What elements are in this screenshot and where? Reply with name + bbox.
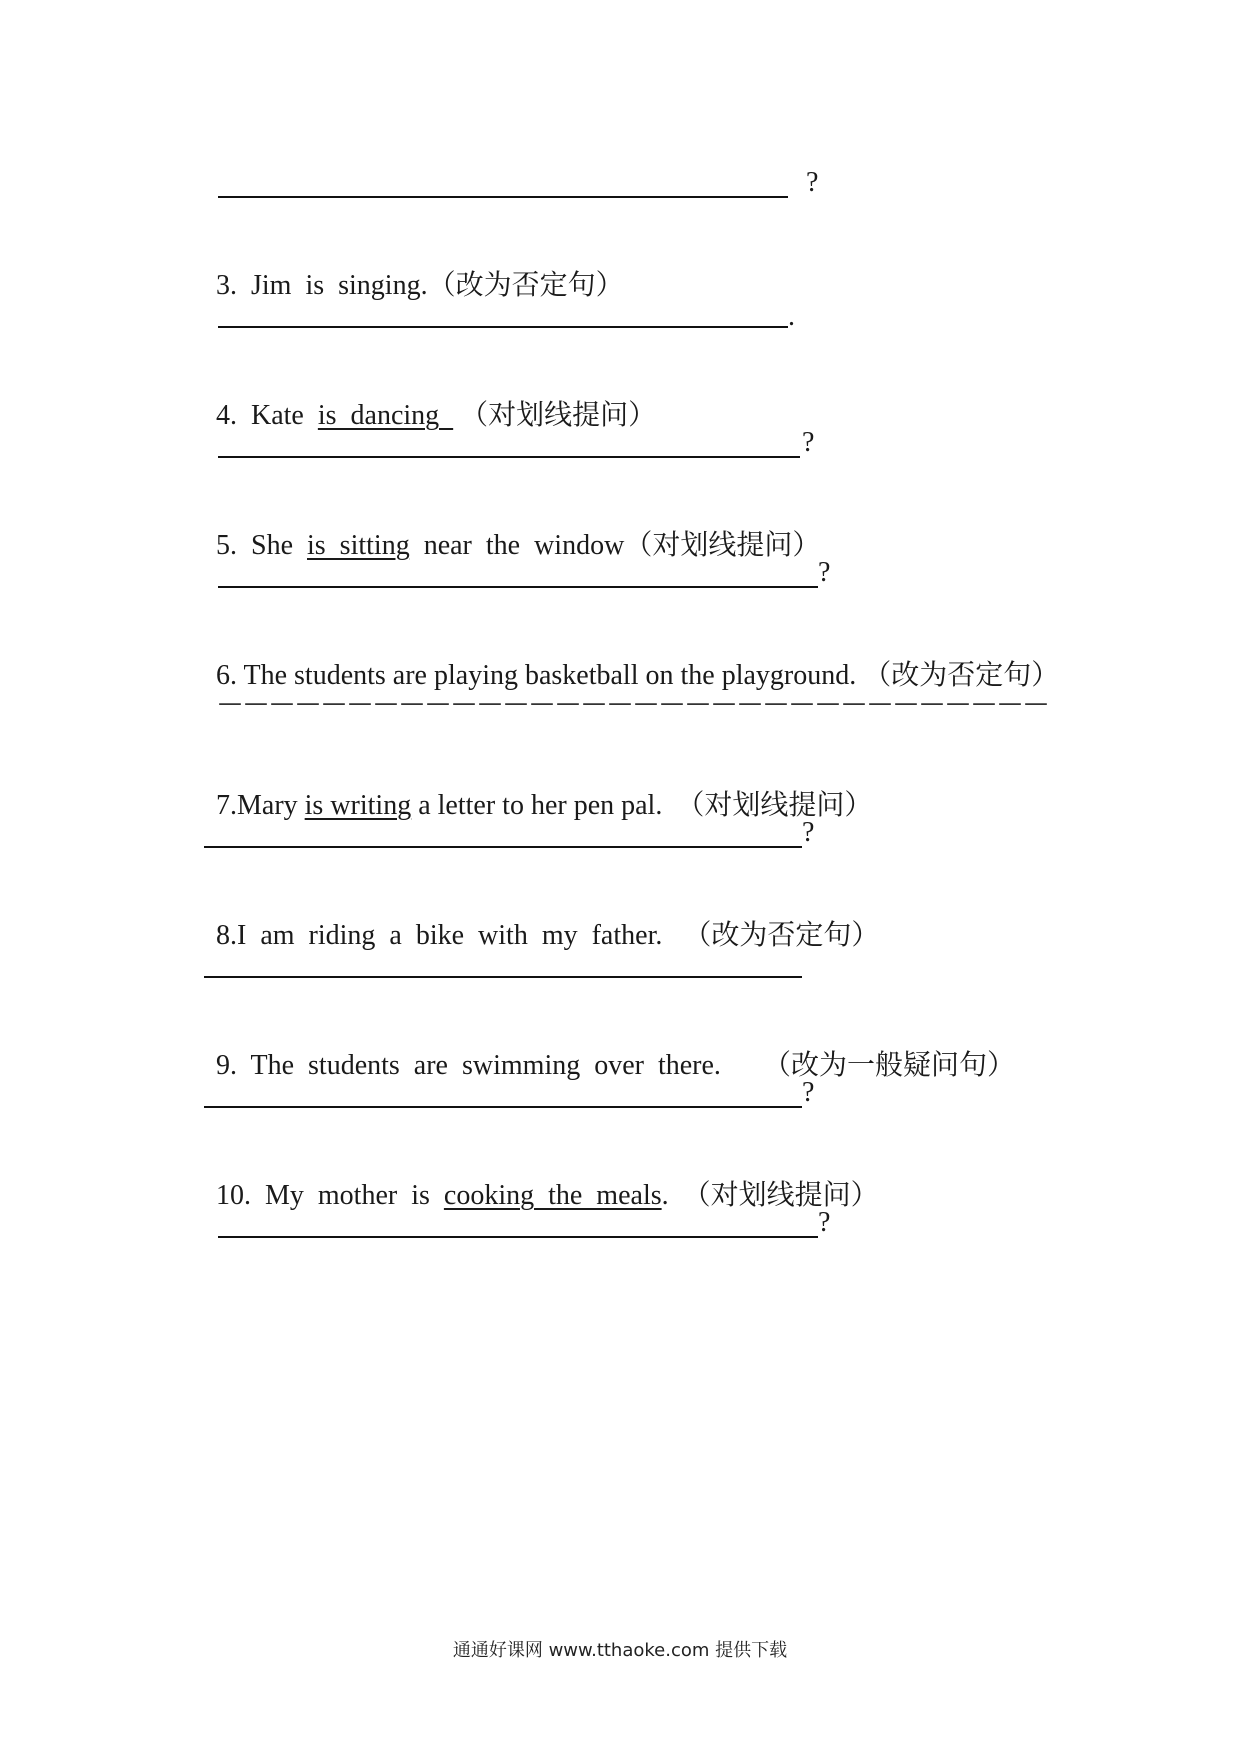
answer-line-9[interactable]: [204, 1106, 802, 1108]
question-8-instruction: （改为否定句）: [662, 920, 880, 951]
question-6-instruction: （改为否定句）: [856, 660, 1060, 691]
answer-line-3[interactable]: [218, 326, 788, 328]
answer-line-7-end: ?: [802, 817, 815, 848]
question-6-text: 6. The students are playing basketball on the playground.: [216, 660, 857, 691]
question-5: [188, 492, 820, 600]
question-4-text: 4. Kate: [216, 400, 318, 431]
answer-line-5-end: ?: [818, 557, 831, 588]
question-8: [188, 882, 879, 990]
question-9-instruction: （改为一般疑问句）: [720, 1050, 1015, 1081]
question-7-instruction: （对划线提问）: [662, 790, 873, 821]
question-10-underlined: cooking the meals: [443, 1180, 662, 1211]
question-5-text: 5. She: [216, 530, 307, 561]
question-10: [188, 1142, 879, 1250]
answer-line-4-end: ?: [802, 427, 815, 458]
answer-line-9-end: ?: [802, 1077, 815, 1108]
question-9-text: 9. The students are swimming over there.: [216, 1050, 721, 1081]
question-10-instruction: （对划线提问）: [668, 1180, 879, 1211]
question-3-instruction: （改为否定句）: [427, 270, 624, 301]
question-5-underlined: is sitting: [307, 530, 410, 561]
question-7: [188, 752, 872, 860]
question-7-text: 7.Mary: [216, 790, 305, 821]
footer-credit: 通通好课网 www.tthaoke.com 提供下载: [452, 1640, 788, 1661]
question-3-text: 3. Jim is singing.: [216, 270, 428, 301]
answer-line-8[interactable]: [204, 976, 802, 978]
answer-line-4[interactable]: [218, 456, 800, 458]
question-5-instruction: （对划线提问）: [624, 530, 821, 561]
question-3: [188, 232, 624, 340]
question-4: [188, 362, 656, 470]
answer-line-top-end: ?: [806, 167, 819, 198]
answer-line-6[interactable]: ————————————————————————————————: [218, 689, 1050, 717]
answer-line-3-end: .: [788, 301, 795, 332]
question-5-after: near the window: [409, 530, 625, 561]
answer-line-10-end: ?: [818, 1207, 831, 1238]
question-10-text: 10. My mother is: [216, 1180, 444, 1211]
question-4-instruction: （对划线提问）: [453, 400, 657, 431]
answer-line-10[interactable]: [218, 1236, 818, 1238]
answer-line-top[interactable]: [218, 196, 788, 198]
answer-line-7[interactable]: [204, 846, 802, 848]
answer-line-5[interactable]: [218, 586, 818, 588]
question-7-after: a letter to her pen pal.: [411, 790, 663, 821]
question-7-underlined: is writing: [304, 790, 412, 821]
question-9: [188, 1012, 1015, 1120]
question-4-underlined: is dancing: [317, 400, 454, 431]
question-10-after: .: [661, 1180, 669, 1211]
question-8-text: 8.I am riding a bike with my father.: [216, 920, 663, 951]
